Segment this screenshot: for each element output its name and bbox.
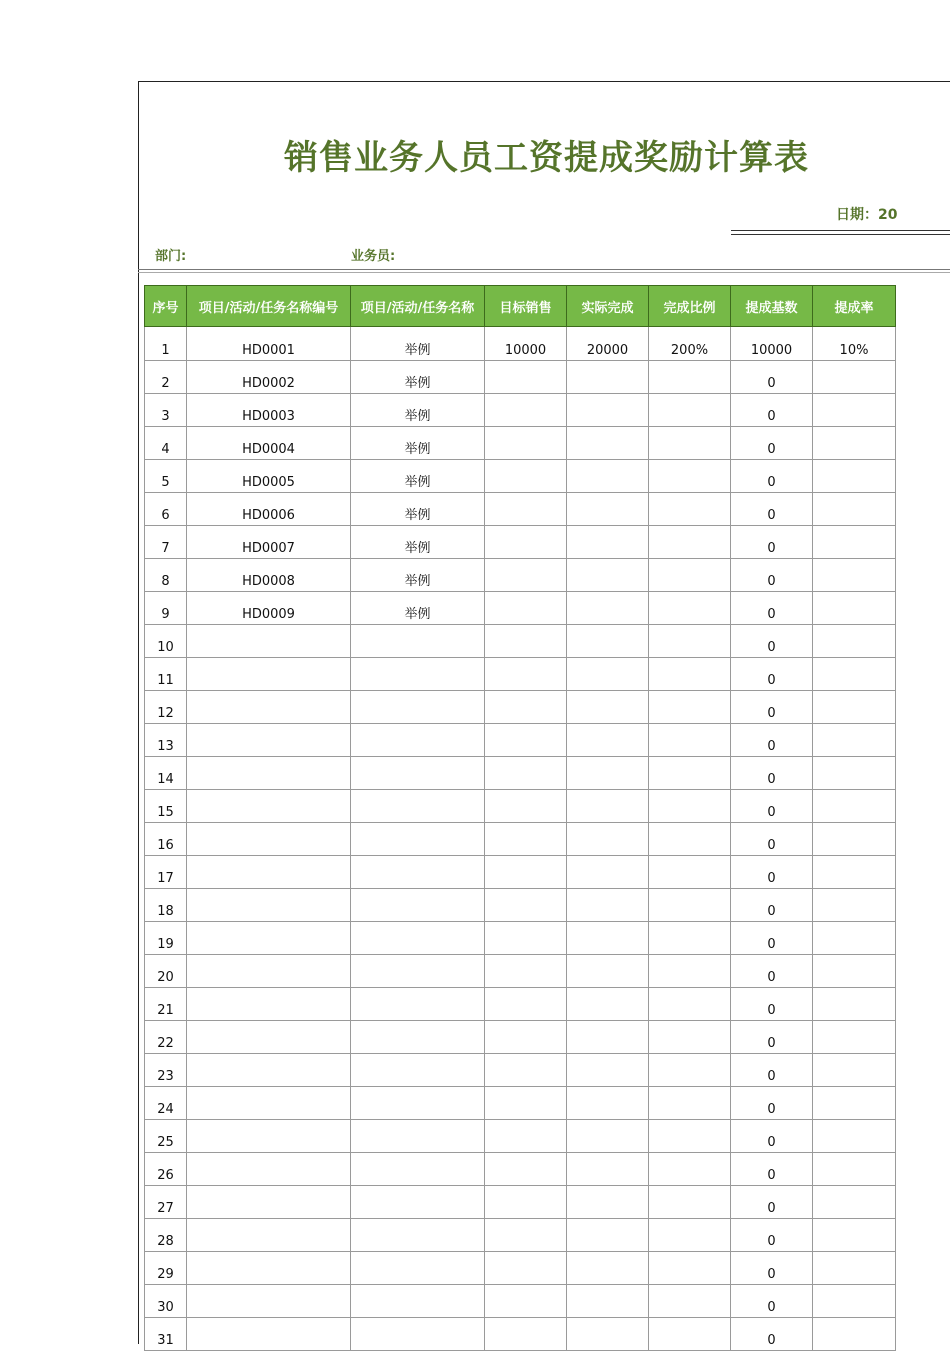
cell-completion-ratio[interactable] xyxy=(649,1285,731,1318)
table-row xyxy=(145,1054,896,1087)
cell-index[interactable]: 19 xyxy=(145,922,187,955)
cell-actual-sales[interactable] xyxy=(567,1021,649,1054)
cell-item-code[interactable]: HD0006 xyxy=(187,493,351,526)
cell-completion-ratio[interactable] xyxy=(649,658,731,691)
cell-item-name[interactable] xyxy=(351,1252,485,1285)
table-row xyxy=(145,988,896,1021)
cell-item-code[interactable] xyxy=(187,1021,351,1054)
table-row xyxy=(145,658,896,691)
date-underline xyxy=(731,230,950,235)
cell-target-sales[interactable] xyxy=(485,790,567,823)
cell-index[interactable]: 26 xyxy=(145,1153,187,1186)
cell-commission-rate[interactable]: 10% xyxy=(813,327,896,361)
table-row xyxy=(145,1153,896,1186)
cell-item-name[interactable] xyxy=(351,856,485,889)
cell-item-code[interactable]: HD0005 xyxy=(187,460,351,493)
cell-actual-sales[interactable]: 20000 xyxy=(567,327,649,361)
cell-item-name[interactable]: 举例 xyxy=(351,460,485,493)
cell-target-sales[interactable] xyxy=(485,493,567,526)
cell-actual-sales[interactable] xyxy=(567,790,649,823)
cell-completion-ratio[interactable] xyxy=(649,724,731,757)
cell-item-code[interactable] xyxy=(187,1219,351,1252)
cell-completion-ratio[interactable] xyxy=(649,1087,731,1120)
cell-item-code[interactable]: HD0003 xyxy=(187,394,351,427)
cell-completion-ratio[interactable] xyxy=(649,460,731,493)
cell-item-code[interactable] xyxy=(187,1087,351,1120)
cell-commission-rate[interactable] xyxy=(813,493,896,526)
cell-target-sales[interactable] xyxy=(485,1120,567,1153)
cell-commission-rate[interactable] xyxy=(813,394,896,427)
table-row xyxy=(145,1120,896,1153)
cell-item-code[interactable] xyxy=(187,1318,351,1351)
table-row xyxy=(145,1318,896,1351)
cell-commission-rate[interactable] xyxy=(813,823,896,856)
cell-commission-base[interactable]: 0 xyxy=(731,922,813,955)
table-row xyxy=(145,427,896,460)
cell-commission-base[interactable]: 0 xyxy=(731,526,813,559)
cell-index[interactable]: 8 xyxy=(145,559,187,592)
table-row xyxy=(145,625,896,658)
table-row xyxy=(145,1021,896,1054)
cell-index[interactable]: 30 xyxy=(145,1285,187,1318)
cell-actual-sales[interactable] xyxy=(567,658,649,691)
table-body xyxy=(145,327,896,1351)
cell-target-sales[interactable] xyxy=(485,1186,567,1219)
table-row xyxy=(145,526,896,559)
cell-target-sales[interactable] xyxy=(485,1219,567,1252)
cell-completion-ratio[interactable] xyxy=(649,1021,731,1054)
cell-item-name[interactable] xyxy=(351,625,485,658)
cell-commission-rate[interactable] xyxy=(813,1021,896,1054)
cell-completion-ratio[interactable] xyxy=(649,988,731,1021)
cell-commission-base[interactable]: 0 xyxy=(731,559,813,592)
cell-completion-ratio[interactable] xyxy=(649,427,731,460)
cell-actual-sales[interactable] xyxy=(567,1186,649,1219)
header-completion-ratio: 完成比例 xyxy=(649,286,731,327)
cell-commission-base[interactable]: 0 xyxy=(731,1021,813,1054)
cell-commission-base[interactable]: 0 xyxy=(731,1054,813,1087)
header-commission-base: 提成基数 xyxy=(731,286,813,327)
cell-item-code[interactable]: HD0008 xyxy=(187,559,351,592)
cell-item-name[interactable] xyxy=(351,823,485,856)
header-index: 序号 xyxy=(145,286,187,327)
cell-actual-sales[interactable] xyxy=(567,1153,649,1186)
cell-commission-rate[interactable] xyxy=(813,625,896,658)
cell-item-name[interactable] xyxy=(351,1087,485,1120)
cell-index[interactable]: 18 xyxy=(145,889,187,922)
cell-actual-sales[interactable] xyxy=(567,559,649,592)
cell-commission-base[interactable]: 0 xyxy=(731,856,813,889)
cell-index[interactable]: 17 xyxy=(145,856,187,889)
cell-item-code[interactable]: HD0001 xyxy=(187,327,351,361)
cell-index[interactable]: 13 xyxy=(145,724,187,757)
cell-actual-sales[interactable] xyxy=(567,1087,649,1120)
cell-completion-ratio[interactable] xyxy=(649,1186,731,1219)
cell-item-name[interactable] xyxy=(351,1153,485,1186)
cell-index[interactable]: 14 xyxy=(145,757,187,790)
cell-completion-ratio[interactable] xyxy=(649,823,731,856)
cell-commission-rate[interactable] xyxy=(813,658,896,691)
cell-completion-ratio[interactable] xyxy=(649,1318,731,1351)
cell-completion-ratio[interactable] xyxy=(649,1054,731,1087)
table-row xyxy=(145,790,896,823)
cell-target-sales[interactable] xyxy=(485,1252,567,1285)
cell-completion-ratio[interactable] xyxy=(649,922,731,955)
cell-item-name[interactable] xyxy=(351,757,485,790)
table-row xyxy=(145,1252,896,1285)
cell-actual-sales[interactable] xyxy=(567,757,649,790)
cell-item-code[interactable] xyxy=(187,757,351,790)
cell-target-sales[interactable] xyxy=(485,856,567,889)
cell-item-name[interactable] xyxy=(351,658,485,691)
header-commission-rate: 提成率 xyxy=(813,286,896,327)
header-item-code: 项目/活动/任务名称编号 xyxy=(187,286,351,327)
cell-commission-rate[interactable] xyxy=(813,790,896,823)
table-row xyxy=(145,493,896,526)
table-row xyxy=(145,1087,896,1120)
cell-actual-sales[interactable] xyxy=(567,922,649,955)
cell-item-name[interactable]: 举例 xyxy=(351,327,485,361)
cell-commission-base[interactable]: 0 xyxy=(731,955,813,988)
cell-index[interactable]: 15 xyxy=(145,790,187,823)
cell-item-name[interactable] xyxy=(351,988,485,1021)
header-item-name: 项目/活动/任务名称 xyxy=(351,286,485,327)
cell-commission-rate[interactable] xyxy=(813,724,896,757)
cell-commission-base[interactable]: 0 xyxy=(731,757,813,790)
table-row xyxy=(145,691,896,724)
cell-commission-base[interactable]: 0 xyxy=(731,988,813,1021)
cell-actual-sales[interactable] xyxy=(567,1054,649,1087)
cell-commission-base[interactable]: 0 xyxy=(731,1252,813,1285)
cell-completion-ratio[interactable] xyxy=(649,526,731,559)
cell-actual-sales[interactable] xyxy=(567,394,649,427)
cell-item-name[interactable] xyxy=(351,922,485,955)
cell-index[interactable]: 6 xyxy=(145,493,187,526)
table-row xyxy=(145,327,896,361)
table-row xyxy=(145,823,896,856)
header-target-sales: 目标销售 xyxy=(485,286,567,327)
cell-completion-ratio[interactable] xyxy=(649,1120,731,1153)
cell-actual-sales[interactable] xyxy=(567,1219,649,1252)
cell-commission-base[interactable]: 0 xyxy=(731,1219,813,1252)
cell-commission-rate[interactable] xyxy=(813,1120,896,1153)
cell-index[interactable]: 7 xyxy=(145,526,187,559)
cell-item-name[interactable] xyxy=(351,889,485,922)
cell-item-code[interactable] xyxy=(187,1120,351,1153)
cell-target-sales[interactable] xyxy=(485,955,567,988)
department-label: 部门: xyxy=(155,249,187,264)
cell-commission-rate[interactable] xyxy=(813,1252,896,1285)
cell-commission-rate[interactable] xyxy=(813,1054,896,1087)
cell-target-sales[interactable] xyxy=(485,1153,567,1186)
cell-target-sales[interactable] xyxy=(485,889,567,922)
table-row xyxy=(145,757,896,790)
cell-index[interactable]: 24 xyxy=(145,1087,187,1120)
cell-index[interactable]: 25 xyxy=(145,1120,187,1153)
cell-item-code[interactable] xyxy=(187,1252,351,1285)
cell-actual-sales[interactable] xyxy=(567,1120,649,1153)
cell-commission-rate[interactable] xyxy=(813,460,896,493)
cell-completion-ratio[interactable] xyxy=(649,625,731,658)
cell-target-sales[interactable] xyxy=(485,559,567,592)
page-title: 销售业务人员工资提成奖励计算表 xyxy=(284,138,809,178)
cell-index[interactable]: 29 xyxy=(145,1252,187,1285)
header-separator xyxy=(138,269,950,273)
cell-item-name[interactable] xyxy=(351,1054,485,1087)
cell-commission-rate[interactable] xyxy=(813,856,896,889)
cell-actual-sales[interactable] xyxy=(567,691,649,724)
cell-target-sales[interactable] xyxy=(485,757,567,790)
cell-commission-rate[interactable] xyxy=(813,922,896,955)
cell-commission-rate[interactable] xyxy=(813,1153,896,1186)
cell-completion-ratio[interactable] xyxy=(649,493,731,526)
cell-completion-ratio[interactable] xyxy=(649,955,731,988)
table-row xyxy=(145,592,896,625)
cell-item-code[interactable] xyxy=(187,1153,351,1186)
cell-item-name[interactable] xyxy=(351,790,485,823)
cell-commission-base[interactable]: 0 xyxy=(731,592,813,625)
cell-index[interactable]: 23 xyxy=(145,1054,187,1087)
cell-commission-rate[interactable] xyxy=(813,757,896,790)
cell-item-code[interactable]: HD0002 xyxy=(187,361,351,394)
cell-completion-ratio[interactable] xyxy=(649,592,731,625)
cell-commission-base[interactable]: 0 xyxy=(731,1120,813,1153)
cell-item-code[interactable] xyxy=(187,658,351,691)
cell-item-name[interactable] xyxy=(351,1285,485,1318)
cell-item-code[interactable] xyxy=(187,1054,351,1087)
cell-item-code[interactable] xyxy=(187,922,351,955)
cell-item-code[interactable] xyxy=(187,955,351,988)
cell-target-sales[interactable] xyxy=(485,724,567,757)
cell-item-name[interactable]: 举例 xyxy=(351,361,485,394)
cell-target-sales[interactable] xyxy=(485,592,567,625)
cell-completion-ratio[interactable] xyxy=(649,559,731,592)
cell-actual-sales[interactable] xyxy=(567,889,649,922)
cell-commission-base[interactable]: 0 xyxy=(731,1087,813,1120)
table-row xyxy=(145,394,896,427)
cell-item-code[interactable] xyxy=(187,691,351,724)
cell-commission-rate[interactable] xyxy=(813,592,896,625)
cell-item-code[interactable] xyxy=(187,988,351,1021)
cell-completion-ratio[interactable] xyxy=(649,361,731,394)
cell-item-code[interactable]: HD0007 xyxy=(187,526,351,559)
table-row xyxy=(145,922,896,955)
table-row xyxy=(145,1219,896,1252)
cell-index[interactable]: 2 xyxy=(145,361,187,394)
cell-commission-base[interactable]: 0 xyxy=(731,1186,813,1219)
cell-target-sales[interactable] xyxy=(485,1318,567,1351)
cell-commission-base[interactable]: 0 xyxy=(731,1153,813,1186)
cell-actual-sales[interactable] xyxy=(567,1252,649,1285)
cell-actual-sales[interactable] xyxy=(567,427,649,460)
cell-index[interactable]: 31 xyxy=(145,1318,187,1351)
cell-completion-ratio[interactable] xyxy=(649,1219,731,1252)
cell-target-sales[interactable] xyxy=(485,361,567,394)
cell-completion-ratio[interactable] xyxy=(649,889,731,922)
cell-index[interactable]: 27 xyxy=(145,1186,187,1219)
cell-item-code[interactable] xyxy=(187,724,351,757)
cell-commission-base[interactable]: 0 xyxy=(731,493,813,526)
table-row xyxy=(145,559,896,592)
cell-commission-base[interactable]: 0 xyxy=(731,691,813,724)
cell-item-name[interactable]: 举例 xyxy=(351,592,485,625)
cell-target-sales[interactable] xyxy=(485,658,567,691)
cell-actual-sales[interactable] xyxy=(567,988,649,1021)
cell-completion-ratio[interactable] xyxy=(649,790,731,823)
cell-completion-ratio[interactable]: 200% xyxy=(649,327,731,361)
cell-index[interactable]: 10 xyxy=(145,625,187,658)
cell-actual-sales[interactable] xyxy=(567,526,649,559)
cell-completion-ratio[interactable] xyxy=(649,856,731,889)
cell-commission-base[interactable]: 0 xyxy=(731,361,813,394)
cell-commission-base[interactable]: 0 xyxy=(731,394,813,427)
cell-target-sales[interactable]: 10000 xyxy=(485,327,567,361)
cell-index[interactable]: 28 xyxy=(145,1219,187,1252)
salesperson-label: 业务员: xyxy=(351,249,396,264)
cell-item-name[interactable]: 举例 xyxy=(351,394,485,427)
table-row xyxy=(145,955,896,988)
cell-commission-base[interactable]: 0 xyxy=(731,625,813,658)
cell-item-name[interactable] xyxy=(351,1021,485,1054)
cell-target-sales[interactable] xyxy=(485,526,567,559)
cell-target-sales[interactable] xyxy=(485,427,567,460)
cell-target-sales[interactable] xyxy=(485,1021,567,1054)
cell-commission-rate[interactable] xyxy=(813,1318,896,1351)
cell-actual-sales[interactable] xyxy=(567,955,649,988)
cell-item-name[interactable]: 举例 xyxy=(351,493,485,526)
table-row xyxy=(145,361,896,394)
cell-commission-base[interactable]: 0 xyxy=(731,1285,813,1318)
cell-actual-sales[interactable] xyxy=(567,1285,649,1318)
cell-commission-rate[interactable] xyxy=(813,1186,896,1219)
cell-commission-rate[interactable] xyxy=(813,988,896,1021)
cell-item-name[interactable] xyxy=(351,1186,485,1219)
cell-item-name[interactable]: 举例 xyxy=(351,526,485,559)
cell-target-sales[interactable] xyxy=(485,823,567,856)
cell-item-name[interactable] xyxy=(351,724,485,757)
cell-item-code[interactable] xyxy=(187,856,351,889)
table-row xyxy=(145,1186,896,1219)
cell-commission-rate[interactable] xyxy=(813,1087,896,1120)
cell-item-name[interactable] xyxy=(351,691,485,724)
cell-completion-ratio[interactable] xyxy=(649,1252,731,1285)
cell-target-sales[interactable] xyxy=(485,1285,567,1318)
cell-index[interactable]: 11 xyxy=(145,658,187,691)
cell-commission-base[interactable]: 0 xyxy=(731,724,813,757)
cell-actual-sales[interactable] xyxy=(567,592,649,625)
cell-commission-rate[interactable] xyxy=(813,889,896,922)
cell-index[interactable]: 5 xyxy=(145,460,187,493)
table-row xyxy=(145,889,896,922)
cell-item-name[interactable] xyxy=(351,1120,485,1153)
commission-table xyxy=(144,285,896,1351)
cell-completion-ratio[interactable] xyxy=(649,691,731,724)
cell-item-code[interactable]: HD0004 xyxy=(187,427,351,460)
cell-target-sales[interactable] xyxy=(485,691,567,724)
cell-completion-ratio[interactable] xyxy=(649,394,731,427)
cell-item-name[interactable]: 举例 xyxy=(351,427,485,460)
cell-item-code[interactable]: HD0009 xyxy=(187,592,351,625)
cell-commission-base[interactable]: 0 xyxy=(731,658,813,691)
cell-commission-rate[interactable] xyxy=(813,1219,896,1252)
cell-commission-rate[interactable] xyxy=(813,559,896,592)
cell-actual-sales[interactable] xyxy=(567,823,649,856)
cell-index[interactable]: 1 xyxy=(145,327,187,361)
cell-actual-sales[interactable] xyxy=(567,493,649,526)
cell-commission-rate[interactable] xyxy=(813,361,896,394)
cell-index[interactable]: 9 xyxy=(145,592,187,625)
cell-target-sales[interactable] xyxy=(485,988,567,1021)
table-row xyxy=(145,856,896,889)
table-header-row xyxy=(145,286,896,327)
cell-actual-sales[interactable] xyxy=(567,361,649,394)
cell-item-code[interactable] xyxy=(187,889,351,922)
cell-target-sales[interactable] xyxy=(485,460,567,493)
cell-index[interactable]: 22 xyxy=(145,1021,187,1054)
cell-actual-sales[interactable] xyxy=(567,1318,649,1351)
header-actual-sales: 实际完成 xyxy=(567,286,649,327)
cell-completion-ratio[interactable] xyxy=(649,757,731,790)
cell-commission-base[interactable]: 0 xyxy=(731,1318,813,1351)
cell-item-code[interactable] xyxy=(187,1186,351,1219)
cell-actual-sales[interactable] xyxy=(567,724,649,757)
cell-item-name[interactable]: 举例 xyxy=(351,559,485,592)
table-row xyxy=(145,460,896,493)
cell-commission-base[interactable]: 0 xyxy=(731,889,813,922)
cell-target-sales[interactable] xyxy=(485,394,567,427)
cell-item-name[interactable] xyxy=(351,955,485,988)
cell-target-sales[interactable] xyxy=(485,1087,567,1120)
cell-actual-sales[interactable] xyxy=(567,460,649,493)
cell-actual-sales[interactable] xyxy=(567,856,649,889)
cell-index[interactable]: 4 xyxy=(145,427,187,460)
cell-commission-rate[interactable] xyxy=(813,955,896,988)
cell-index[interactable]: 16 xyxy=(145,823,187,856)
cell-item-code[interactable] xyxy=(187,625,351,658)
cell-target-sales[interactable] xyxy=(485,625,567,658)
cell-item-code[interactable] xyxy=(187,823,351,856)
cell-index[interactable]: 20 xyxy=(145,955,187,988)
cell-item-code[interactable] xyxy=(187,1285,351,1318)
date-label: 日期：20 xyxy=(836,207,898,223)
cell-commission-rate[interactable] xyxy=(813,427,896,460)
cell-commission-base[interactable]: 0 xyxy=(731,790,813,823)
table-row xyxy=(145,724,896,757)
cell-item-name[interactable] xyxy=(351,1219,485,1252)
cell-commission-rate[interactable] xyxy=(813,691,896,724)
cell-item-name[interactable] xyxy=(351,1318,485,1351)
cell-index[interactable]: 3 xyxy=(145,394,187,427)
cell-index[interactable]: 21 xyxy=(145,988,187,1021)
cell-commission-rate[interactable] xyxy=(813,526,896,559)
cell-commission-base[interactable]: 0 xyxy=(731,823,813,856)
cell-commission-base[interactable]: 10000 xyxy=(731,327,813,361)
cell-target-sales[interactable] xyxy=(485,922,567,955)
cell-commission-rate[interactable] xyxy=(813,1285,896,1318)
cell-item-code[interactable] xyxy=(187,790,351,823)
cell-index[interactable]: 12 xyxy=(145,691,187,724)
cell-target-sales[interactable] xyxy=(485,1054,567,1087)
table-row xyxy=(145,1285,896,1318)
cell-commission-base[interactable]: 0 xyxy=(731,427,813,460)
cell-commission-base[interactable]: 0 xyxy=(731,460,813,493)
cell-actual-sales[interactable] xyxy=(567,625,649,658)
cell-completion-ratio[interactable] xyxy=(649,1153,731,1186)
